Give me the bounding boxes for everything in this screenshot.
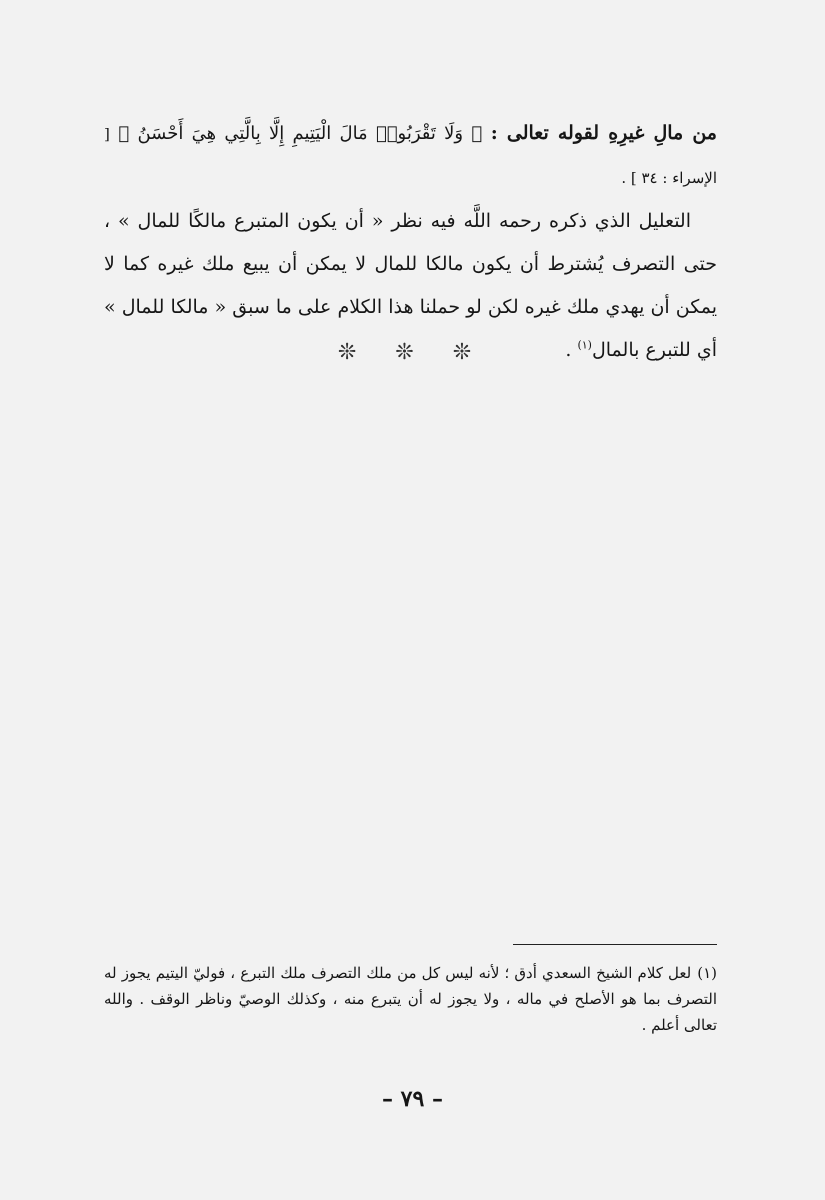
- footnote-1: [104, 960, 717, 1038]
- footnote-divider: [513, 944, 717, 945]
- paragraph-2-end: .: [565, 339, 578, 361]
- footnotes: [104, 960, 717, 1038]
- quran-verse: ﴿ وَلَا تَقْرَبُوا۟ مَالَ الْيَتِيمِ إِلَّا بِالَّتِي هِيَ أَحْسَنُ ﴾: [118, 123, 483, 144]
- section-separator: ❊ ❊ ❊: [337, 340, 488, 365]
- main-text: [104, 112, 717, 372]
- footnote-reference[interactable]: (١): [577, 338, 592, 352]
- paragraph-lead: من مالِ غيرِهِ لقوله تعالى :: [490, 122, 717, 144]
- footnote-number: (١): [697, 964, 717, 982]
- footnote-text: لعل كلام الشيخ السعدي أدق ؛ لأنه ليس كل من ملك التصرف ملك التبرع ، فوليّ اليتيم يجوز له التصرف بما هو الأصلح في ماله ، ولا يجوز له أن يتبرع منه ، وكذلك الوصيّ وناظر الوقف . والله تعالى أعلم .: [104, 964, 717, 1034]
- paragraph-2-text: التعليل الذي ذكره رحمه اللَّه فيه نظر « أن يكون المتبرع مالكًا للمال » ، حتى التصرف يُشترط أن يكون مالكا للمال لا يمكن أن يبيع ملك غيره كما لا يمكن أن يهدي ملك غيره لكن لو حملنا هذا الكلام على ما سبق « مالكا للمال » أي للتبرع بالمال: [104, 210, 717, 361]
- paragraph-1: [104, 112, 717, 200]
- verse-citation: [ الإسراء : ٣٤ ] .: [104, 125, 717, 187]
- page-number: – ٧٩ –: [382, 1086, 443, 1112]
